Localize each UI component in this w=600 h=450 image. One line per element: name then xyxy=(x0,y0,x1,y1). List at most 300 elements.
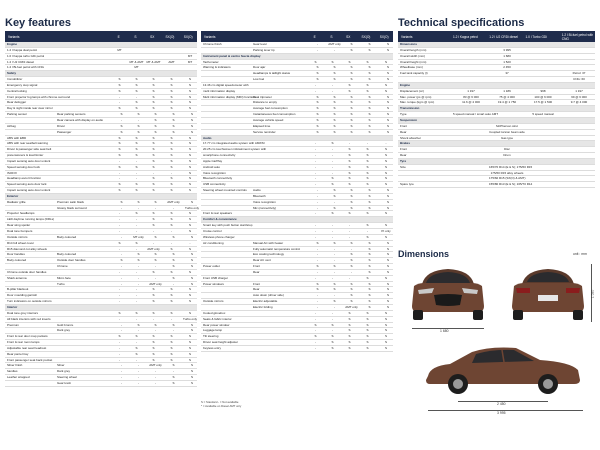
row-cell: S xyxy=(316,100,319,105)
row-cell: - xyxy=(121,369,122,374)
row-cell: - xyxy=(317,42,318,46)
row-cell: S xyxy=(152,223,155,228)
row-cell: S xyxy=(333,240,336,245)
row-cell: 5 speed manual / smart auto AMT xyxy=(453,112,499,117)
row-cell: S xyxy=(172,234,175,239)
row-label: Tachometer xyxy=(203,59,219,64)
row-cell: S xyxy=(316,112,319,117)
row-cell: S xyxy=(384,59,387,64)
row-cell xyxy=(525,65,561,70)
row-cell xyxy=(525,176,561,181)
row-cell: 998 xyxy=(540,88,546,93)
row-cell: S xyxy=(386,117,389,122)
unit-note: unit : mm xyxy=(573,252,587,256)
row-cell: S xyxy=(350,240,353,245)
row-cell: S xyxy=(135,135,138,140)
row-cell: S xyxy=(384,182,387,187)
row-label xyxy=(201,77,251,82)
row-cell: S xyxy=(190,112,193,117)
row-label xyxy=(201,305,251,310)
row-label xyxy=(398,176,453,181)
row-cell: S xyxy=(118,135,121,140)
row-cell: S xyxy=(368,246,371,251)
row-cell: S xyxy=(350,252,353,257)
row-cell: S xyxy=(190,375,193,380)
row-cell: MT xyxy=(187,53,193,58)
row-cell: S xyxy=(170,357,173,362)
row-cell: S xyxy=(188,77,191,82)
row-label: Engine xyxy=(400,82,411,87)
row-cell: S xyxy=(172,380,175,385)
row-cell: - xyxy=(349,229,350,233)
row-cell xyxy=(525,124,561,129)
row-cell: S xyxy=(331,322,334,327)
row-cell: S xyxy=(152,88,155,93)
row-cell: S xyxy=(172,112,175,117)
row-cell: S xyxy=(333,299,336,304)
row-cell: 37 xyxy=(505,71,509,76)
row-label: Airbag xyxy=(7,123,16,128)
row-cell: S xyxy=(188,141,191,146)
row-cell: S xyxy=(190,328,193,333)
row-cell: - xyxy=(317,199,318,204)
row-sublabel: Fully automatic temperature control xyxy=(253,246,301,251)
row-cell: S xyxy=(135,240,138,245)
row-cell: - xyxy=(189,240,191,245)
row-label xyxy=(201,71,251,76)
row-label: 1.0 l Kappa turbo GDi petrol xyxy=(7,53,45,58)
row-sublabel: Elapsed time xyxy=(253,123,271,128)
row-cell: - xyxy=(153,240,154,245)
row-cell: S xyxy=(137,322,140,327)
row-label: handles xyxy=(7,369,18,374)
row-cell xyxy=(525,182,561,187)
row-cell: 100 @ 6 000 xyxy=(534,94,552,99)
row-cell: S xyxy=(152,293,155,298)
row-cell: S xyxy=(118,141,121,146)
row-cell: S xyxy=(118,77,121,82)
row-sublabel: Steering wheel xyxy=(57,375,77,380)
row-label: 1.2 l Kappa dual petrol xyxy=(7,47,38,52)
row-cell: S xyxy=(386,123,389,128)
row-cell: S xyxy=(190,322,193,327)
row-cell: S xyxy=(350,281,353,286)
row-cell: - xyxy=(136,170,137,175)
row-label: LED daytime running lamps (DRLs) xyxy=(7,217,55,222)
row-cell: AMT xyxy=(168,59,175,64)
row-cell: - xyxy=(119,299,120,304)
row-cell xyxy=(561,112,597,117)
rear-height-value: 1 520 xyxy=(590,289,595,299)
row-cell: S xyxy=(152,106,155,111)
row-cell: S xyxy=(152,211,155,216)
row-label xyxy=(398,171,453,176)
row-label: Audio xyxy=(203,135,212,140)
row-cell: - xyxy=(315,340,316,345)
row-cell: S xyxy=(348,211,351,216)
row-label: 17.77 cm integrated audio system with AM/FM xyxy=(203,141,265,146)
row-cell: S xyxy=(350,193,353,198)
row-cell: S xyxy=(386,129,389,134)
row-label xyxy=(201,130,251,135)
row-cell: S xyxy=(386,269,389,274)
row-cell xyxy=(561,176,597,181)
row-cell: - xyxy=(121,380,122,385)
row-cell: - xyxy=(332,223,333,228)
row-cell xyxy=(453,130,489,135)
row-cell: S xyxy=(137,258,140,263)
row-cell: S xyxy=(170,88,173,93)
row-cell: S xyxy=(170,246,173,251)
row-label xyxy=(5,118,55,123)
row-sublabel: Service reminder xyxy=(253,129,276,134)
row-cell: S xyxy=(366,59,369,64)
row-cell: S xyxy=(170,340,173,345)
row-cell: S xyxy=(350,199,353,204)
mid-col-e: E xyxy=(313,34,316,39)
row-cell: - xyxy=(332,147,333,152)
row-cell: S xyxy=(135,310,138,315)
row-label xyxy=(5,282,55,287)
row-cell: S xyxy=(152,82,155,87)
row-label: Comfort & convenience xyxy=(203,217,237,222)
row-cell: S xyxy=(314,59,317,64)
row-label: Body coloured xyxy=(7,258,27,263)
row-cell xyxy=(489,112,525,117)
row-cell: - xyxy=(136,269,137,274)
row-cell: S xyxy=(384,322,387,327)
mid-col-sx: SX xyxy=(346,34,351,39)
row-cell xyxy=(111,60,128,65)
row-cell: S xyxy=(152,77,155,82)
row-cell xyxy=(453,171,489,176)
row-cell: S xyxy=(154,117,157,122)
row-label: Voice recognition xyxy=(203,170,226,175)
row-label: Seats & fabric interior xyxy=(203,316,232,321)
row-cell: S xyxy=(368,287,371,292)
row-cell: S xyxy=(350,264,353,269)
row-label: Max. power (ps @ rpm) xyxy=(400,94,432,99)
left-col-variants: Variants xyxy=(8,34,20,39)
row-cell: 175/60 R15 alloy wheels xyxy=(490,170,524,175)
left-table-header xyxy=(5,31,197,42)
row-cell xyxy=(561,124,597,129)
row-cell: S xyxy=(333,94,336,99)
row-cell: - xyxy=(119,269,120,274)
row-cell: - xyxy=(173,328,174,333)
row-cell: S xyxy=(152,182,155,187)
row-cell: S xyxy=(137,129,140,134)
row-cell: - xyxy=(317,258,318,263)
row-cell: S xyxy=(368,205,371,210)
table-row xyxy=(5,381,197,387)
row-cell: S xyxy=(333,281,336,286)
row-cell: S xyxy=(366,147,369,152)
row-cell: S xyxy=(190,199,193,204)
row-cell: S xyxy=(118,147,121,152)
row-cell: - xyxy=(119,357,120,362)
row-cell: S xyxy=(170,269,173,274)
row-cell: - xyxy=(155,375,156,380)
row-label: Size xyxy=(400,164,406,169)
row-cell: S xyxy=(152,310,155,315)
row-cell: S xyxy=(316,94,319,99)
row-cell: S xyxy=(384,176,387,181)
row-cell: S xyxy=(386,42,389,46)
row-cell: S xyxy=(135,211,138,216)
row-label: Spare tyre xyxy=(400,182,414,187)
row-label: Outside mirrors xyxy=(7,234,28,239)
row-cell: - xyxy=(315,275,316,280)
row-cell: Coupled torsion beam axle xyxy=(489,129,525,134)
row-cell: - xyxy=(138,275,139,280)
row-cell: - xyxy=(136,316,137,321)
row-cell xyxy=(145,54,162,59)
row-cell xyxy=(525,48,561,53)
row-label xyxy=(5,381,55,386)
row-cell: S xyxy=(188,229,191,233)
row-cell: S xyxy=(386,188,389,193)
row-label: Tilt steering xyxy=(203,334,219,339)
row-cell xyxy=(525,54,561,59)
row-cell: S xyxy=(172,123,175,128)
row-label xyxy=(201,247,251,252)
row-cell: S xyxy=(368,258,371,263)
row-cell: S xyxy=(172,322,175,327)
row-cell: S xyxy=(135,351,138,356)
row-cell: Turbo only xyxy=(182,316,198,321)
row-cell: S xyxy=(333,65,336,70)
row-label: Tyre xyxy=(400,158,407,163)
row-cell: S xyxy=(348,345,351,350)
row-cell: S xyxy=(152,153,155,158)
row-cell: S xyxy=(170,182,173,187)
row-cell xyxy=(128,48,145,53)
row-cell: - xyxy=(315,211,316,216)
row-cell: S xyxy=(137,123,140,128)
row-label: Headlamp escort function xyxy=(7,176,42,181)
row-label: Type xyxy=(400,112,407,117)
mid-col-sxo-turbo: SX(O) xyxy=(379,34,389,39)
row-cell: - xyxy=(138,369,139,374)
row-sublabel: Door ajar xyxy=(253,65,266,70)
row-cell xyxy=(453,182,489,187)
row-cell: - xyxy=(315,223,316,228)
row-cell: S xyxy=(190,264,193,269)
row-label: smartphone connectivity xyxy=(203,153,236,158)
row-sublabel: Rear parking sensors xyxy=(57,112,86,117)
row-cell: - xyxy=(315,147,316,152)
row-label: Chrome outside door handles xyxy=(7,269,47,274)
row-cell: S xyxy=(172,264,175,269)
row-cell: S xyxy=(368,123,371,128)
row-cell: S xyxy=(368,77,371,82)
row-cell xyxy=(561,60,597,65)
row-cell: - xyxy=(138,363,139,368)
row-cell: - xyxy=(155,369,156,374)
row-cell: 2 450 xyxy=(503,65,511,70)
row-cell: S xyxy=(386,199,389,204)
row-cell: S xyxy=(188,88,191,93)
row-cell: S xyxy=(368,106,371,111)
row-cell xyxy=(453,165,489,170)
row-sublabel: Eco coating technology xyxy=(253,252,285,257)
row-cell: S xyxy=(188,158,191,163)
row-cell: S xyxy=(152,135,155,140)
row-label: 1.2 l U2 CRDi diesel xyxy=(7,59,35,64)
row-cell: - xyxy=(317,47,318,52)
row-cell: S xyxy=(170,82,173,87)
left-feature-table xyxy=(5,42,200,387)
row-label: Overall height (mm) xyxy=(400,59,427,64)
left-col-sxo-turbo: SX(O) xyxy=(183,34,193,39)
row-cell: - xyxy=(136,217,137,222)
row-label: Rear power window xyxy=(203,322,230,327)
row-cell: - xyxy=(315,176,316,181)
row-cell: S xyxy=(386,77,389,82)
row-label xyxy=(201,270,251,275)
row-label: Power windows xyxy=(203,281,224,286)
row-cell: - xyxy=(334,47,335,52)
row-cell: - xyxy=(332,158,333,163)
row-sublabel: Driver xyxy=(57,123,65,128)
row-cell: S xyxy=(188,100,191,105)
row-cell: S xyxy=(348,158,351,163)
row-cell: S xyxy=(348,59,351,64)
row-cell: - xyxy=(332,88,333,93)
right-col-variants: Variants xyxy=(401,34,413,39)
row-cell xyxy=(453,54,489,59)
row-label: Rear defogger xyxy=(7,100,27,105)
row-sublabel: Dark grey xyxy=(57,328,71,333)
row-cell xyxy=(525,147,561,152)
row-cell xyxy=(561,136,597,141)
row-label: Smart key with push button start/stop xyxy=(203,223,253,228)
row-cell: - xyxy=(317,299,318,304)
row-cell: S xyxy=(368,264,371,269)
row-cell: S xyxy=(384,234,387,239)
right-col-crdi: 1.2 l U2 CRDi diesel xyxy=(489,34,518,39)
row-cell: - xyxy=(121,117,122,122)
row-cell: S xyxy=(386,112,389,117)
row-cell: - xyxy=(138,328,139,333)
row-label: Door handles xyxy=(7,252,25,257)
row-cell: S xyxy=(154,199,157,204)
row-cell: S xyxy=(333,129,336,134)
row-cell xyxy=(453,124,489,129)
row-cell xyxy=(561,54,597,59)
row-cell: S xyxy=(188,223,191,228)
row-cell: - xyxy=(119,246,120,251)
row-cell: S xyxy=(386,100,389,105)
right-col-cng: 1.2 l Bi-fuel petrol with CNG xyxy=(561,32,594,41)
row-cell: Turbo only xyxy=(184,205,200,210)
row-sublabel: Chrome xyxy=(57,264,68,269)
row-label xyxy=(201,258,251,263)
row-sublabel: Rear xyxy=(253,287,260,292)
row-cell: S xyxy=(170,211,173,216)
row-cell: - xyxy=(155,328,156,333)
row-cell: - xyxy=(349,275,350,280)
row-cell: S xyxy=(152,188,155,193)
row-cell: S xyxy=(135,188,138,193)
row-cell xyxy=(489,77,525,82)
row-label xyxy=(201,194,251,199)
row-cell: - xyxy=(173,281,174,286)
row-cell xyxy=(453,71,489,76)
row-label: Turn indicators on outside mirrors xyxy=(7,299,52,304)
row-cell: S xyxy=(386,287,389,292)
row-label: Front USB charger xyxy=(203,275,229,280)
row-cell: S xyxy=(368,117,371,122)
row-sublabel: Premium satin black xyxy=(57,199,85,204)
row-label: Shock absorber xyxy=(400,135,422,140)
row-cell: - xyxy=(155,275,156,280)
left-col-e: E xyxy=(117,34,120,39)
row-cell: - xyxy=(121,252,122,257)
row-cell: - xyxy=(136,223,137,228)
row-cell: S xyxy=(188,164,191,169)
row-label xyxy=(5,206,55,211)
row-cell: S xyxy=(152,269,155,274)
row-cell: S xyxy=(386,246,389,251)
row-label: Day & night inside rear view mirror xyxy=(7,106,53,111)
row-cell xyxy=(561,48,597,53)
row-cell: - xyxy=(332,153,333,158)
row-cell xyxy=(525,165,561,170)
row-cell: S xyxy=(118,106,121,111)
row-label: Transmission xyxy=(400,106,420,111)
row-cell: S xyxy=(188,246,191,251)
row-label: Brakes xyxy=(400,141,411,146)
row-cell: S xyxy=(368,281,371,286)
row-cell: S xyxy=(135,106,138,111)
row-sublabel: Auto down (driver side) xyxy=(253,293,284,298)
row-label: Driver & passenger side seat belt xyxy=(7,147,52,152)
row-cell: 1 186 xyxy=(503,88,511,93)
row-label: Front projector fog lamps with chrome surround xyxy=(7,94,71,99)
row-cell: - xyxy=(317,188,318,193)
row-cell xyxy=(453,176,489,181)
row-cell: - xyxy=(315,170,316,175)
row-cell: - xyxy=(332,275,333,280)
row-sublabel: Mic (connectivity) xyxy=(253,205,277,210)
row-cell: MT & AMT xyxy=(146,59,161,64)
row-cell: S xyxy=(188,182,191,187)
row-cell: S xyxy=(137,252,140,257)
row-sublabel: Dual tripmeter xyxy=(253,94,272,99)
row-sublabel: Bluetooth xyxy=(253,193,266,198)
row-cell: S xyxy=(170,153,173,158)
row-cell: - xyxy=(334,252,335,257)
row-cell: - xyxy=(315,164,316,169)
row-cell: S xyxy=(368,304,371,309)
row-sublabel: Body coloured xyxy=(57,252,77,257)
row-label: Central locking xyxy=(7,88,27,93)
row-cell xyxy=(145,48,162,53)
row-cell: S xyxy=(333,100,336,105)
row-label: Silver finish xyxy=(7,363,23,368)
row-cell: S xyxy=(386,71,389,76)
row-cell: - xyxy=(119,94,120,99)
row-cell: 1 197 xyxy=(467,88,475,93)
row-label: ABS with EBD xyxy=(7,135,27,140)
row-sublabel: Average fuel consumption xyxy=(253,106,288,111)
row-cell: S xyxy=(366,345,369,350)
row-cell xyxy=(525,77,561,82)
row-cell: AMT only xyxy=(328,42,341,46)
row-label: Fuel tank capacity (l) xyxy=(400,71,428,76)
